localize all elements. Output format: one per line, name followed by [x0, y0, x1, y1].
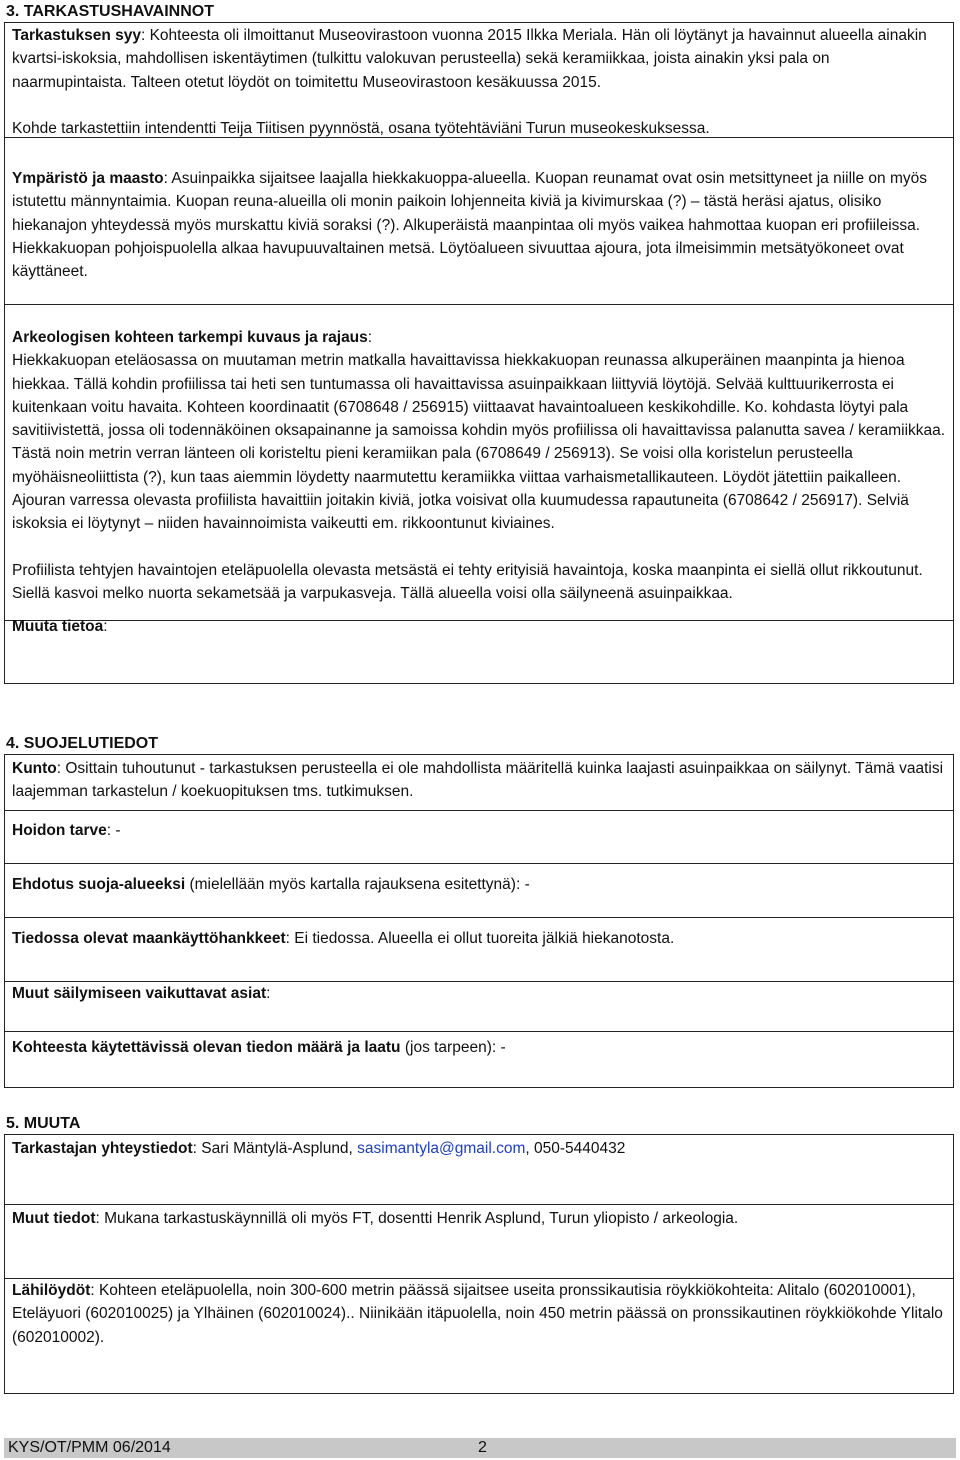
muuta-tietoa-text: :	[103, 618, 108, 635]
section-title-4: 4. SUOJELUTIEDOT	[6, 735, 159, 752]
muut-tiedot-cell	[5, 1207, 953, 1279]
tiedon-maara-cell	[5, 1036, 953, 1086]
maankaytto-text: : Ei tiedossa. Alueella ei ollut tuoreita jälkiä hiekanotosta.	[285, 930, 675, 947]
lahiloydot-label: Lähilöydöt	[12, 1282, 91, 1299]
muuta-tietoa-cell	[5, 615, 953, 683]
kunto-text: : Osittain tuhoutunut - tarkastuksen perusteella ei ole mahdollista määritellä kuinka laajasti asuinpaikkaa on säilynyt. Tämä vaatisi laajemman tarkastelun / koekuopituksen tms. tutkimuksen.	[12, 760, 944, 801]
muuta-tietoa-label: Muuta tietoa	[12, 618, 104, 635]
hoidon-tarve-cell	[5, 819, 953, 864]
muut-tiedot-text: : Mukana tarkastuskäynnillä oli myös FT, dosentti Henrik Asplund, Turun yliopisto / arkeologia.	[95, 1210, 739, 1227]
tarkastuksen-syy-label: Tarkastuksen syy	[12, 27, 141, 44]
ymparisto-text: : Asuinpaikka sijaitsee laajalla hiekkakuoppa-alueella. Kuopan reunamat ovat osin metsittyneet ja niille on myös istutettu männyntaimia. Kuopan reuna-alueilla oli monin paikoin lohjenneita kiviä ja kivimurskaa (?) – tästä heräsi ajatus, olisiko hiekanajon yhteydessä myös murskattu kiviä soraksi (?). Alkuperäistä maanpintaa oli myös vaikea hahmottaa kuopan eri profiileissa. Hiekkakuopan pohjoispuolella alkaa havupuuvaltainen metsä. Löytöalueen sivuuttaa ajoura, jota ilmeisimmin metsätyökoneet ovat käyttäneet.	[12, 170, 927, 281]
kuvaus-cell	[5, 305, 953, 621]
phone-text: , 050-5440432	[525, 1140, 626, 1157]
kohde-text: Kohde tarkastettiin intendentti Teija Tiitisen pyynnöstä, osana työtehtäviäni Turun museokeskuksessa.	[12, 119, 710, 137]
document-code: KYS/OT/PMM 06/2014	[8, 1439, 171, 1456]
maankaytto-cell	[5, 927, 953, 982]
section-4-box	[4, 754, 954, 1088]
tarkastuksen-syy-text: : Kohteesta oli ilmoittanut Museovirastoon vuonna 2015 Ilkka Meriala. Hän oli löytänyt ja havainnut alueella ainakin kvartsi-iskoksia, mahdollisen iskentäytimen (tulkittu valokuvan perusteella) sekä keramiikkaa, joista ainakin yksi pala on naarmupintaista. Talteen otetut löydöt on toimitettu Museovirastoon kesäkuussa 2015.	[12, 27, 927, 91]
hoidon-tarve-label: Hoidon tarve	[12, 822, 107, 839]
muut-tiedot-label: Muut tiedot	[12, 1210, 96, 1227]
page-number: 2	[478, 1439, 487, 1456]
muut-asiat-label: Muut säilymiseen vaikuttavat asiat	[12, 985, 267, 1002]
tarkastuksen-syy-cell	[5, 23, 953, 138]
muut-asiat-cell	[5, 982, 953, 1032]
lahiloydot-text: : Kohteen eteläpuolella, noin 300-600 metrin päässä sijaitsee useita pronssikautisia röykkiökohteita: Alitalo (602010001), Eteläyuori (602010025) ja Ylhäinen (602010024).. Niinikään itäpuolella, noin 450 metrin päässä on pronssikautinen röykkiökohde Ylitalo (602010002).	[12, 1282, 943, 1346]
section-5-box	[4, 1134, 954, 1394]
email-link[interactable]: sasimantyla@gmail.com	[357, 1140, 526, 1157]
ehdotus-label: Ehdotus suoja-alueeksi	[12, 876, 186, 893]
tiedon-maara-text: (jos tarpeen): -	[400, 1039, 506, 1056]
kuvaus-text: Hiekkakuopan eteläosassa on muutaman metrin matkalla havaittavissa hiekkakuopan reunassa alkuperäinen maanpinta ja hienoa hiekkaa. Tällä kohdin profiilissa tai heti sen tuntumassa oli havaittavissa asuinpaikkaan liittyviä löytöjä. Selvää kulttuurikerrosta ei kuitenkaan voitu havaita. Kohteen koordinaatit (6708648 / 256915) viittaavat havaintoalueen keskikohdille. Ko. kohdasta löytyi pala savitiivistettä, jossa oli todennäköinen oksapainanne ja samoissa kohdin myös profiilissa oli havaittavissa palanutta savea / keramiikkaa. Tästä noin metrin verran länteen oli koristeltu pieni keramiikan pala (6708649 / 256913). Se voisi olla koristelun perusteella myöhäisneoliittista (?), kun taas aiemmin löydetty naarmutettu keramiikka viittaa varhaismetallikauteen. Löydöt jätettiin paikalleen. Ajouran varressa olevasta profiilista havaittiin joitakin kiviä, jotka voisivat olla kuumudessa rapautuneita (6708642 / 256917). Selviä iskoksia ei löytynyt – niiden havainnoimista vaikeutti em. rikkoontunut kiviaines.	[12, 352, 946, 533]
kuvaus-label: Arkeologisen kohteen tarkempi kuvaus ja rajaus	[12, 329, 368, 346]
tiedon-maara-label: Kohteesta käytettävissä olevan tiedon määrä ja laatu	[12, 1039, 401, 1056]
ymparisto-label: Ympäristö ja maasto	[12, 170, 164, 187]
hoidon-tarve-text: : -	[106, 822, 121, 839]
ymparisto-cell	[5, 167, 953, 305]
section-3-box	[4, 22, 954, 684]
maankaytto-label: Tiedossa olevat maankäyttöhankkeet	[12, 930, 286, 947]
muut-asiat-text: :	[266, 985, 271, 1002]
yhteystiedot-text: : Sari Mäntylä-Asplund,	[192, 1140, 358, 1157]
section-title-5: 5. MUUTA	[6, 1115, 81, 1132]
section-title-3: 3. TARKASTUSHAVAINNOT	[6, 3, 214, 20]
yhteystiedot-cell	[5, 1135, 953, 1205]
page-footer	[4, 1438, 956, 1458]
profiili-text: Profiilista tehtyjen havaintojen eteläpuolella olevasta metsästä ei tehty erityisiä havaintoja, koska maanpinta ei siellä ollut rikkoutunut. Siellä kasvoi melko nuorta sekametsää ja varpukasveja. Tällä alueella voisi olla säilyneenä asuinpaikkaa.	[12, 561, 923, 602]
ehdotus-cell	[5, 873, 953, 918]
yhteystiedot-label: Tarkastajan yhteystiedot	[12, 1140, 193, 1157]
lahiloydot-cell	[5, 1279, 953, 1391]
kunto-label: Kunto	[12, 760, 57, 777]
kunto-cell	[5, 755, 953, 811]
ehdotus-text: (mielellään myös kartalla rajauksena esitettynä): -	[185, 876, 530, 893]
kuvaus-colon: :	[367, 329, 373, 346]
